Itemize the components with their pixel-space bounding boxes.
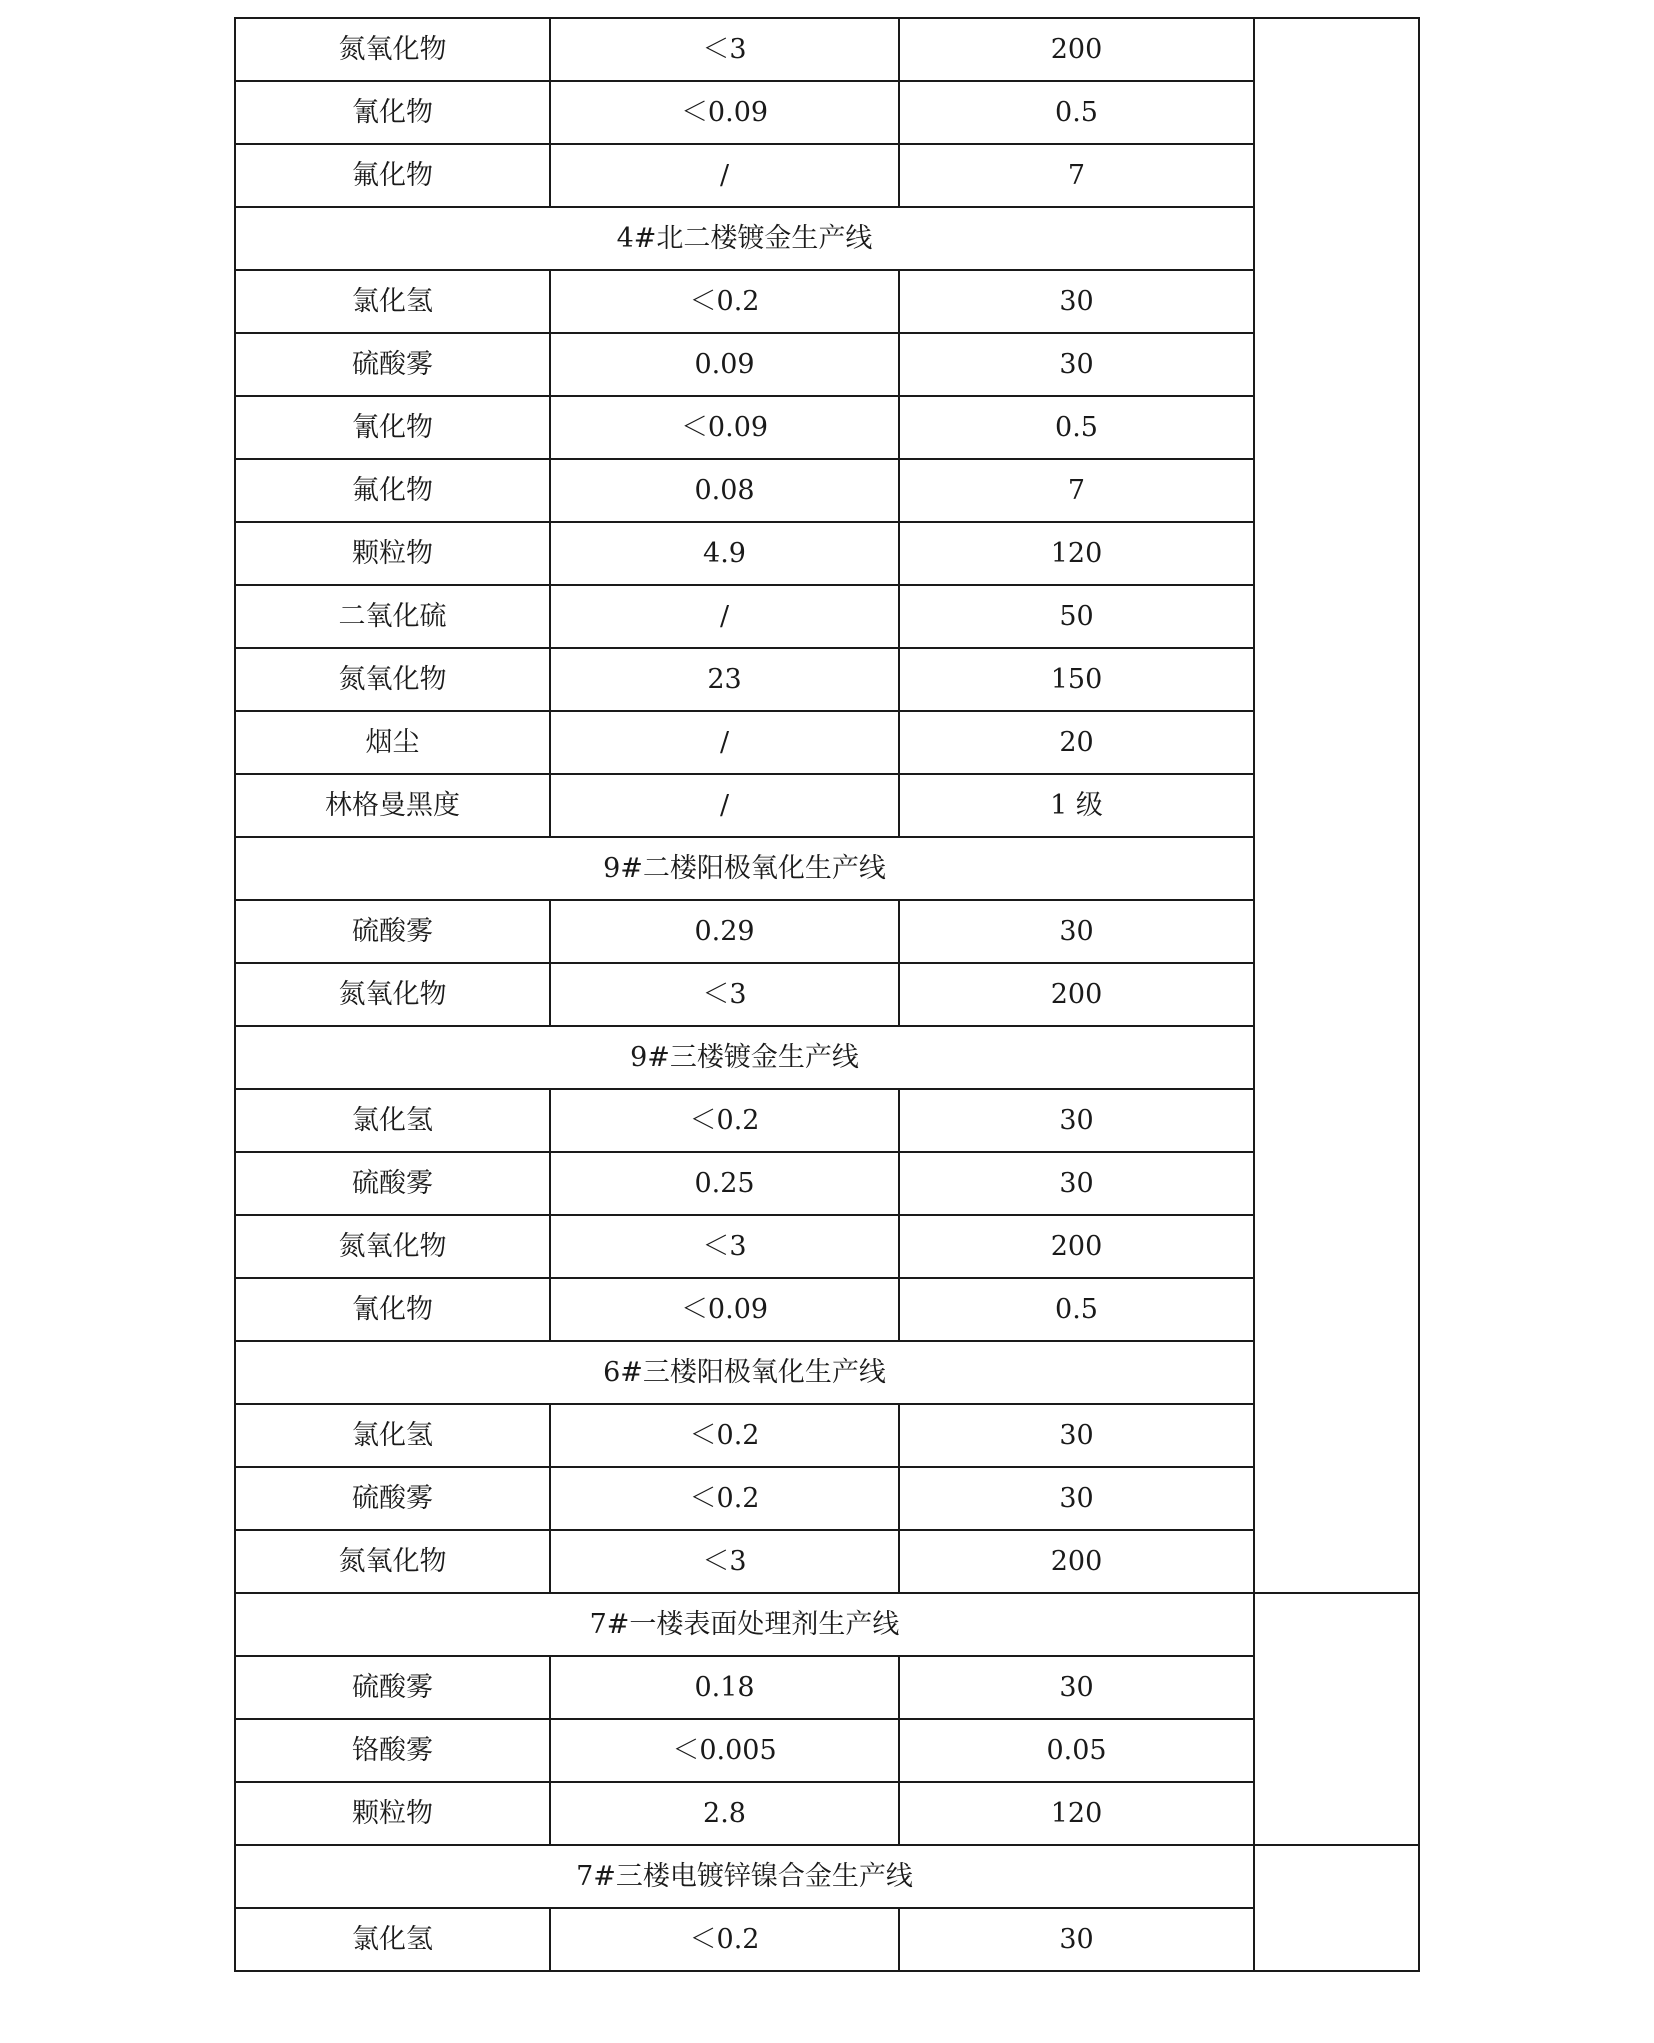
limit-value-cell: 150 [899,648,1254,711]
pollutant-cell: 氮氧化物 [235,18,550,81]
measured-value-cell: / [550,585,899,648]
pollutant-cell: 硫酸雾 [235,333,550,396]
measured-value-cell: 0.25 [550,1152,899,1215]
pollutant-cell: 氯化氢 [235,1908,550,1971]
measured-value-cell: ＜0.2 [550,1404,899,1467]
section-header-row [235,1026,1419,1089]
pollutant-cell: 氰化物 [235,396,550,459]
table-row [235,774,1419,837]
table-row [235,1404,1419,1467]
measured-value-cell: ＜0.09 [550,81,899,144]
limit-value-cell: 200 [899,1215,1254,1278]
limit-value-cell: 0.5 [899,396,1254,459]
pollutant-cell: 硫酸雾 [235,1152,550,1215]
limit-value-cell: 20 [899,711,1254,774]
measured-value-cell: 2.8 [550,1782,899,1845]
limit-value-cell: 30 [899,270,1254,333]
section-title: 9#三楼镀金生产线 [235,1026,1254,1089]
section-title: 7#一楼表面处理剂生产线 [235,1593,1254,1656]
pollutant-cell: 氯化氢 [235,1089,550,1152]
table-row [235,396,1419,459]
pollutant-cell: 氟化物 [235,459,550,522]
measured-value-cell: ＜0.005 [550,1719,899,1782]
pollutant-cell: 硫酸雾 [235,900,550,963]
pollutant-cell: 硫酸雾 [235,1656,550,1719]
measured-value-cell: 0.09 [550,333,899,396]
pollutant-cell: 氯化氢 [235,270,550,333]
section-title: 4#北二楼镀金生产线 [235,207,1254,270]
remark-cell [1254,1593,1419,1845]
table-body [235,18,1419,1971]
measured-value-cell: ＜0.2 [550,1089,899,1152]
limit-value-cell: 50 [899,585,1254,648]
table-row [235,1089,1419,1152]
table-row [235,1782,1419,1845]
pollutant-cell: 氰化物 [235,81,550,144]
pollutant-cell: 氮氧化物 [235,963,550,1026]
table-row [235,333,1419,396]
table-row [235,1656,1419,1719]
table-row [235,1719,1419,1782]
pollutant-cell: 铬酸雾 [235,1719,550,1782]
pollutant-cell: 氰化物 [235,1278,550,1341]
measured-value-cell: 0.29 [550,900,899,963]
table-row [235,144,1419,207]
pollutant-cell: 颗粒物 [235,1782,550,1845]
measured-value-cell: ＜3 [550,963,899,1026]
table-row [235,522,1419,585]
limit-value-cell: 200 [899,963,1254,1026]
remark-cell [1254,18,1419,1593]
limit-value-cell: 0.05 [899,1719,1254,1782]
measured-value-cell: ＜3 [550,18,899,81]
section-header-row [235,1341,1419,1404]
measured-value-cell: ＜0.2 [550,1467,899,1530]
table-row [235,1530,1419,1593]
table-row [235,711,1419,774]
table-row [235,900,1419,963]
table-row [235,1278,1419,1341]
remark-cell [1254,1845,1419,1971]
section-title: 9#二楼阳极氧化生产线 [235,837,1254,900]
limit-value-cell: 30 [899,900,1254,963]
measured-value-cell: / [550,144,899,207]
section-header-row [235,837,1419,900]
pollutant-cell: 林格曼黑度 [235,774,550,837]
table-row [235,585,1419,648]
measured-value-cell: ＜0.2 [550,270,899,333]
limit-value-cell: 200 [899,1530,1254,1593]
pollutant-cell: 氮氧化物 [235,1215,550,1278]
table-row [235,270,1419,333]
limit-value-cell: 30 [899,1908,1254,1971]
table-row [235,1467,1419,1530]
pollutant-cell: 硫酸雾 [235,1467,550,1530]
table-row [235,1215,1419,1278]
table-row [235,18,1419,81]
limit-value-cell: 30 [899,1404,1254,1467]
section-title: 7#三楼电镀锌镍合金生产线 [235,1845,1254,1908]
limit-value-cell: 30 [899,1089,1254,1152]
limit-value-cell: 0.5 [899,1278,1254,1341]
limit-value-cell: 120 [899,1782,1254,1845]
section-title: 6#三楼阳极氧化生产线 [235,1341,1254,1404]
limit-value-cell: 30 [899,1656,1254,1719]
measured-value-cell: ＜0.09 [550,1278,899,1341]
measured-value-cell: 4.9 [550,522,899,585]
pollutant-cell: 氮氧化物 [235,1530,550,1593]
table-row [235,1908,1419,1971]
measured-value-cell: ＜0.2 [550,1908,899,1971]
emission-monitoring-table [234,17,1420,1972]
table-row [235,1152,1419,1215]
measured-value-cell: 0.18 [550,1656,899,1719]
pollutant-cell: 二氧化硫 [235,585,550,648]
pollutant-cell: 颗粒物 [235,522,550,585]
measured-value-cell: ＜3 [550,1215,899,1278]
limit-value-cell: 120 [899,522,1254,585]
section-header-row [235,1593,1419,1656]
table-row [235,648,1419,711]
limit-value-cell: 7 [899,144,1254,207]
limit-value-cell: 1 级 [899,774,1254,837]
measured-value-cell: 23 [550,648,899,711]
section-header-row [235,1845,1419,1908]
limit-value-cell: 30 [899,1467,1254,1530]
table-row [235,963,1419,1026]
limit-value-cell: 30 [899,1152,1254,1215]
measured-value-cell: ＜0.09 [550,396,899,459]
pollutant-cell: 烟尘 [235,711,550,774]
limit-value-cell: 0.5 [899,81,1254,144]
pollutant-cell: 氯化氢 [235,1404,550,1467]
table-row [235,81,1419,144]
measured-value-cell: / [550,774,899,837]
measured-value-cell: / [550,711,899,774]
limit-value-cell: 200 [899,18,1254,81]
measured-value-cell: ＜3 [550,1530,899,1593]
pollutant-cell: 氟化物 [235,144,550,207]
limit-value-cell: 30 [899,333,1254,396]
section-header-row [235,207,1419,270]
measured-value-cell: 0.08 [550,459,899,522]
pollutant-cell: 氮氧化物 [235,648,550,711]
limit-value-cell: 7 [899,459,1254,522]
table-row [235,459,1419,522]
